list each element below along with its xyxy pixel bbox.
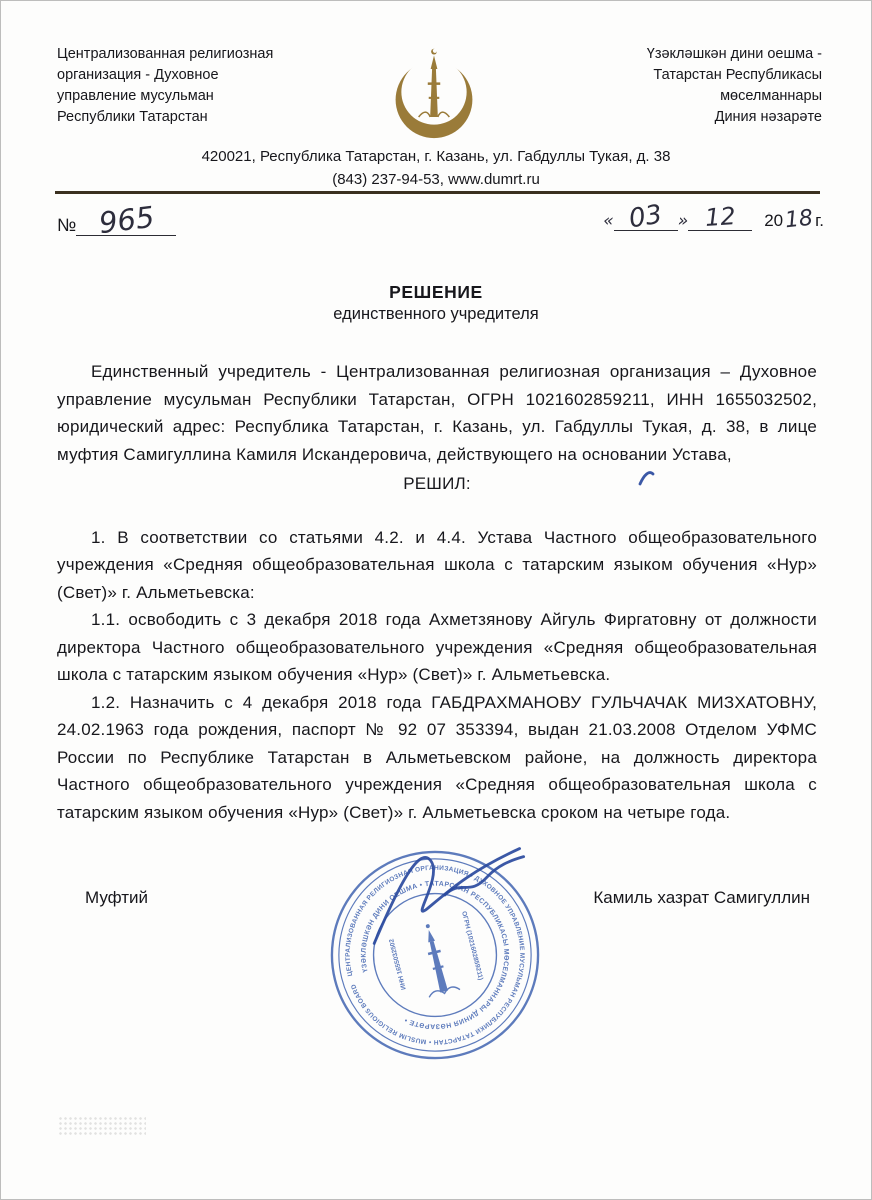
intro-paragraph: Единственный учредитель - Централизованная религиозная организация – Духовное управление мусульман Республики Татарстан, ОГРН 1021602859211, ИНН 1655032502, юридический адрес: Республика Татарстан, г. Казань, ул. Габдуллы Тукая, д. 38, в лице муфтия Самигуллина Камиля Искандеровича, действующего на основании Устава, — [57, 362, 817, 464]
org-name-tatar-line: Үзәкләшкән дини оешма - — [646, 46, 822, 62]
document-number — [57, 199, 176, 241]
crescent-minaret-logo-icon — [386, 36, 482, 148]
document-subtitle: единственного учредителя — [333, 305, 539, 323]
date-day-blank — [614, 199, 678, 235]
org-name-russian — [57, 44, 307, 128]
date-year-handwritten: 18 — [783, 205, 815, 234]
date-month-handwritten: 12 — [703, 201, 737, 233]
document-date — [603, 199, 824, 235]
org-name-russian-line: Централизованная религиозная — [57, 46, 274, 62]
org-address-line1: 420021, Республика Татарстан, г. Казань, ул. Габдуллы Тукая, д. 38 — [201, 148, 671, 165]
stamp-inner-ring-text: ҮЗӘКЛӘШКӘН ДИНИ ОЕШМА • ТАТАРСТАН РЕСПУБЛИКАСЫ МӨСЕЛМАННАРЫ ДИНИЯ НӘЗАРӘТЕ • — [360, 880, 510, 1030]
org-address — [0, 146, 872, 191]
org-name-russian-line: организация - Духовное — [57, 67, 219, 84]
item-1-paragraph: 1. В соответствии со статьями 4.2. и 4.4. Устава Частного общеобразовательного учреждения «Средняя общеобразовательная школа с татарским языком обучения «Нур» (Свет)» г. Альметьевска: — [57, 527, 817, 602]
signer-name: Камиль хазрат Самигуллин — [593, 888, 810, 907]
document-body — [57, 358, 817, 827]
handwritten-signature — [352, 826, 564, 958]
scan-artifact — [58, 1116, 146, 1136]
stamp-inn-text: ИНН 1655032502 — [388, 938, 408, 991]
date-quote-close: » — [677, 211, 689, 231]
org-name-tatar — [562, 44, 822, 128]
org-address-line2: (843) 237-94-53, www.dumrt.ru — [332, 170, 540, 188]
pen-mark — [636, 466, 656, 488]
document-number-blank — [76, 199, 176, 241]
item-1-1-paragraph: 1.1. освободить с 3 декабря 2018 года Ахметзянову Айгуль Фиргатовну от должности директора Частного общеобразовательного учреждения «Средняя общеобразовательная школа с татарским языком обучения «Нур» (Свет)» г. Альметьевска. — [57, 610, 817, 685]
signer-position: Муфтий — [85, 888, 149, 907]
stamp-ogrn-text: ОГРН (1021602859211) — [460, 910, 485, 982]
date-year-prefix: 20 — [764, 211, 784, 230]
org-name-tatar-line: Диния нәзарәте — [714, 109, 822, 126]
stamp-outer-ring-text: ЦЕНТРАЛИЗОВАННАЯ РЕЛИГИОЗНАЯ ОРГАНИЗАЦИЯ • ДУХОВНОЕ УПРАВЛЕНИЕ МУСУЛЬМАН РЕСПУБЛИКИ ТАТАРСТАН • MUSLIM RELIGIOUS BOARD — [344, 864, 526, 1046]
date-day-handwritten: 03 — [627, 199, 665, 235]
item-1-2-paragraph: 1.2. Назначить с 4 декабря 2018 года ГАБДРАХМАНОВУ ГУЛЬЧАЧАК МИЗХАТОВНУ, 24.02.1963 года рождения, паспорт № 92 07 353394, выдан 21.03.2008 Отделом УФМС России по Республике Татарстан в Альметьевском районе, на должность директора Частного общеобразовательного учреждения «Средняя общеобразовательная школа с татарским языком обучения «Нур» (Свет)» г. Альметьевска сроком на четыре года. — [57, 692, 817, 822]
date-year-suffix: г. — [815, 211, 824, 230]
resolved-heading: РЕШИЛ: — [403, 474, 471, 494]
date-quote-open: « — [603, 211, 614, 231]
document-title: РЕШЕНИЕ — [389, 282, 483, 302]
date-month-blank — [688, 201, 752, 233]
org-name-tatar-line: мөселманнары — [720, 88, 822, 105]
org-name-russian-line: управление мусульман — [57, 88, 214, 105]
document-number-label: № — [57, 215, 77, 235]
org-name-russian-line: Республики Татарстан — [57, 109, 208, 126]
letterhead-divider — [55, 191, 820, 194]
document-number-handwritten: 965 — [96, 199, 156, 241]
org-name-tatar-line: Татарстан Республикасы — [653, 67, 822, 84]
